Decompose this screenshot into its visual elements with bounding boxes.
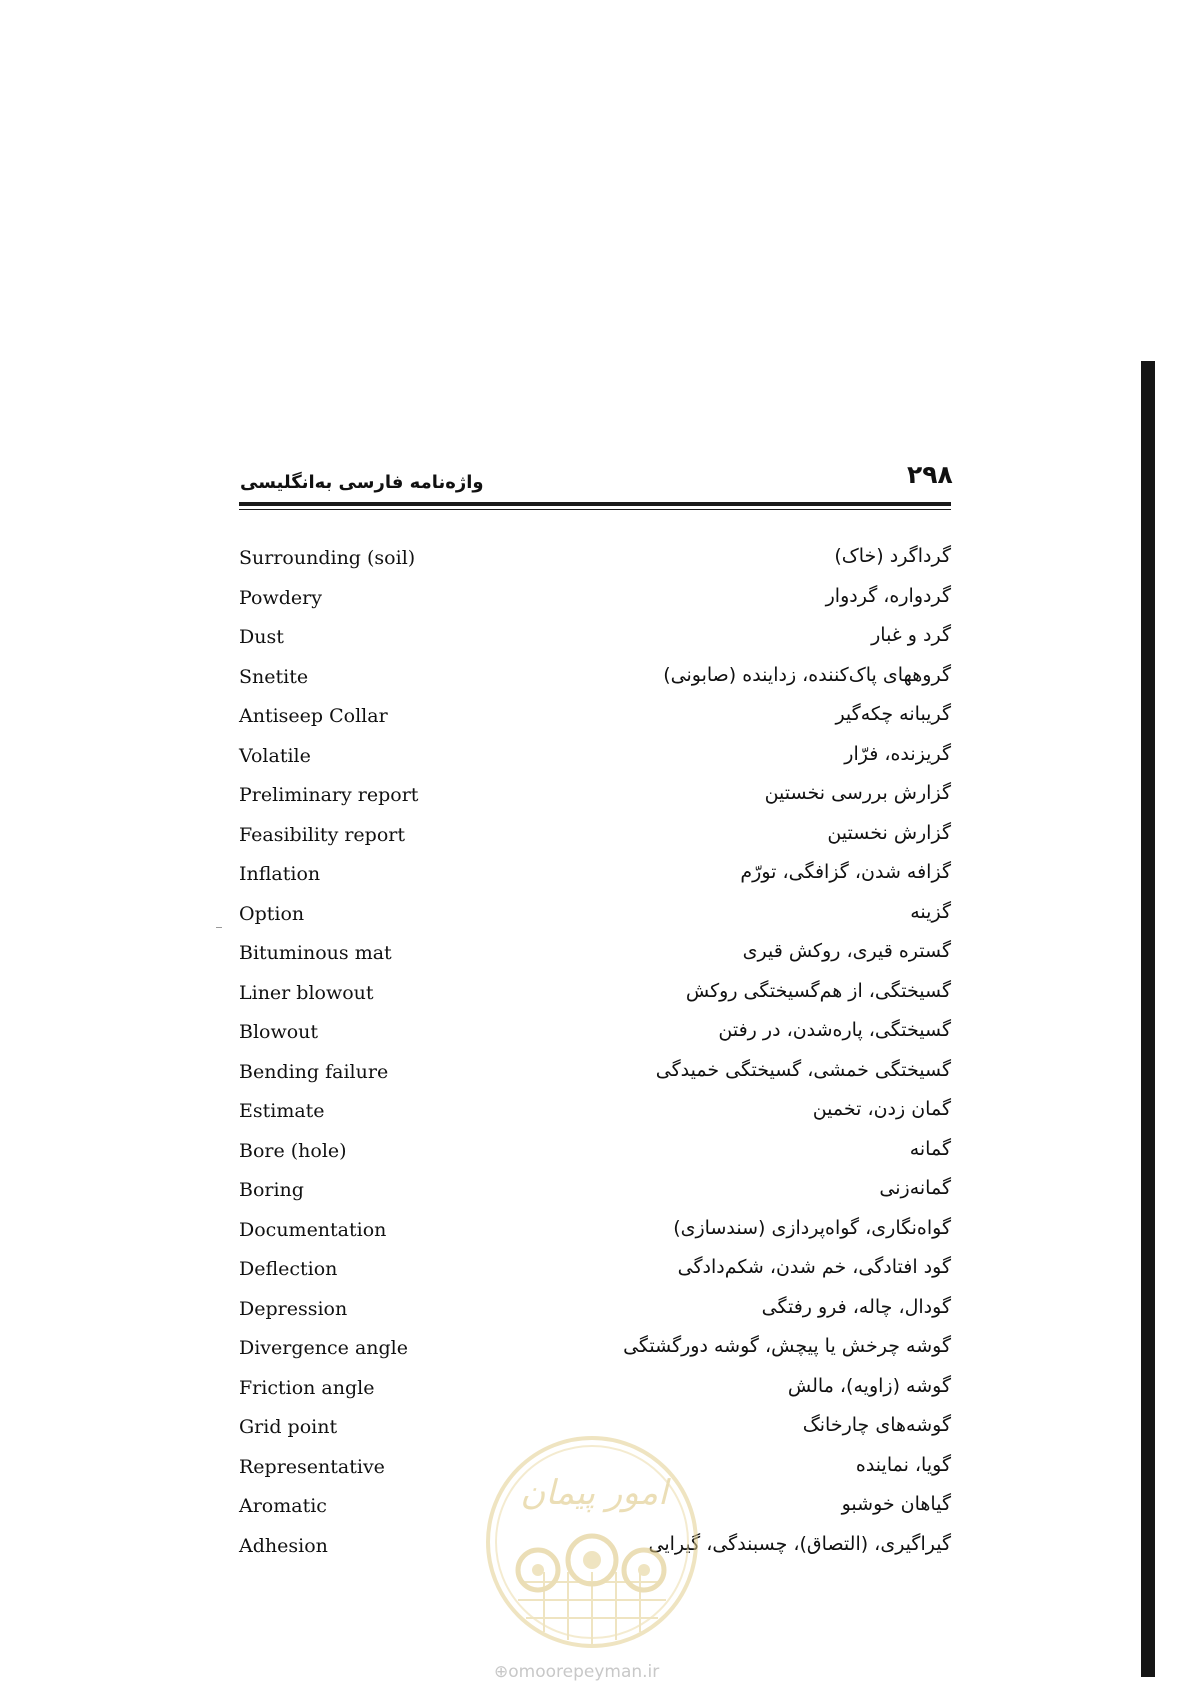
glossary-entry [239,1173,951,1213]
persian-term: گزینه [910,900,951,923]
persian-term: گزافه شدن، گزافگی، تورّم [740,861,951,883]
persian-term: گیراگیری، (التصاق)، چسبندگی، گیرایی [648,1532,951,1555]
glossary-entry [239,1292,951,1332]
watermark-logo-text: امور پیمان [520,1473,668,1513]
glossary-entry [239,936,951,976]
english-term: Antiseep Collar [239,705,388,727]
english-term: Feasibility report [239,823,405,846]
english-term: Friction angle [239,1376,375,1399]
glossary-entry [239,857,951,897]
english-term: Documentation [239,1218,387,1241]
persian-term: گزارش بررسی نخستین [764,782,951,804]
glossary-entry [239,1134,951,1174]
english-term: Deflection [239,1258,338,1280]
persian-term: گوشه (زاویه)، مالش [787,1374,951,1397]
running-title: واژه‌نامه فارسی به‌انگلیسی [240,472,484,493]
glossary-entry [239,818,951,858]
scan-edge-bar [1141,361,1155,1677]
persian-term: گمان زدن، تخمین [812,1098,951,1120]
persian-term: گیاهان خوشبو [841,1493,951,1515]
glossary-entry [239,897,951,937]
persian-term: گردواره، گردوار [825,584,951,607]
english-term: Snetite [239,665,309,688]
glossary-entry [239,581,951,621]
glossary-entry [239,1252,951,1292]
english-term: Inflation [239,863,321,885]
persian-term: گودال، چاله، فرو رفتگی [761,1295,951,1318]
glossary-entry [239,976,951,1016]
english-term: Bore (hole) [239,1139,347,1162]
glossary-entry [239,660,951,700]
persian-term: گود افتادگی، خم شدن، شکم‌دادگی [677,1256,951,1278]
persian-term: گسیختگی خمشی، گسیختگی خمیدگی [655,1058,951,1081]
persian-term: گزارش نخستین [827,821,951,844]
english-term: Boring [239,1179,304,1201]
persian-term: گروههای پاک‌کننده، زداینده (صابونی) [663,663,951,686]
glossary-entry [239,739,951,779]
english-term: Liner blowout [239,981,374,1004]
persian-term: گرد و غبار [871,624,951,646]
english-term: Option [239,902,305,925]
persian-term: گوشه چرخش یا پیچش، گوشه دورگشتگی [623,1335,951,1357]
persian-term: گوشه‌های چارخانگ [802,1414,951,1436]
watermark-logo [482,1432,702,1652]
glossary-entry [239,1213,951,1253]
persian-term: گویا، نماینده [855,1453,951,1476]
glossary-entry [239,778,951,818]
english-term: Preliminary report [239,784,419,806]
english-term: Aromatic [239,1495,327,1517]
header-rule-thick [239,502,951,506]
english-term: Divergence angle [239,1337,408,1359]
watermark-logo-graphic [482,1432,702,1652]
english-term: Depression [239,1297,348,1320]
persian-term: گسیختگی، از هم‌گسیختگی روکش [685,979,951,1002]
glossary-entry [239,1015,951,1055]
page-number: ۲۹۸ [907,460,953,489]
persian-term: گریزنده، فرّار [844,742,951,765]
english-term: Bituminous mat [239,942,392,964]
globe-icon: ⊕ [494,1662,509,1682]
english-term: Grid point [239,1416,338,1438]
glossary-entry [239,1331,951,1371]
header-rule-thin [239,509,951,510]
english-term: Blowout [239,1021,319,1043]
watermark-url-text: omoorepeyman.ir [508,1662,660,1682]
watermark-url [494,1662,659,1682]
glossary-entry [239,1055,951,1095]
english-term: Surrounding (soil) [239,547,416,569]
english-term: Volatile [239,744,311,767]
persian-term: گواه‌نگاری، گواه‌پردازی (سندسازی) [673,1216,951,1239]
glossary-entry [239,1371,951,1411]
english-term: Estimate [239,1100,325,1122]
persian-term: گرداگرد (خاک) [834,545,951,567]
persian-term: گریبانه چکه‌گیر [835,703,951,725]
scan-margin-tick [216,927,222,928]
glossary-entry [239,541,951,581]
persian-term: گسیختگی، پاره‌شدن، در رفتن [718,1019,951,1041]
glossary-entry [239,699,951,739]
glossary-entry [239,620,951,660]
persian-term: گمانه [909,1137,951,1160]
english-term: Dust [239,626,284,648]
english-term: Adhesion [239,1534,328,1557]
english-term: Bending failure [239,1060,389,1083]
english-term: Powdery [239,586,322,609]
glossary-entries [239,541,951,1568]
persian-term: گمانه‌زنی [879,1177,951,1199]
english-term: Representative [239,1455,385,1478]
glossary-entry [239,1094,951,1134]
persian-term: گستره قیری، روکش قیری [742,940,951,962]
